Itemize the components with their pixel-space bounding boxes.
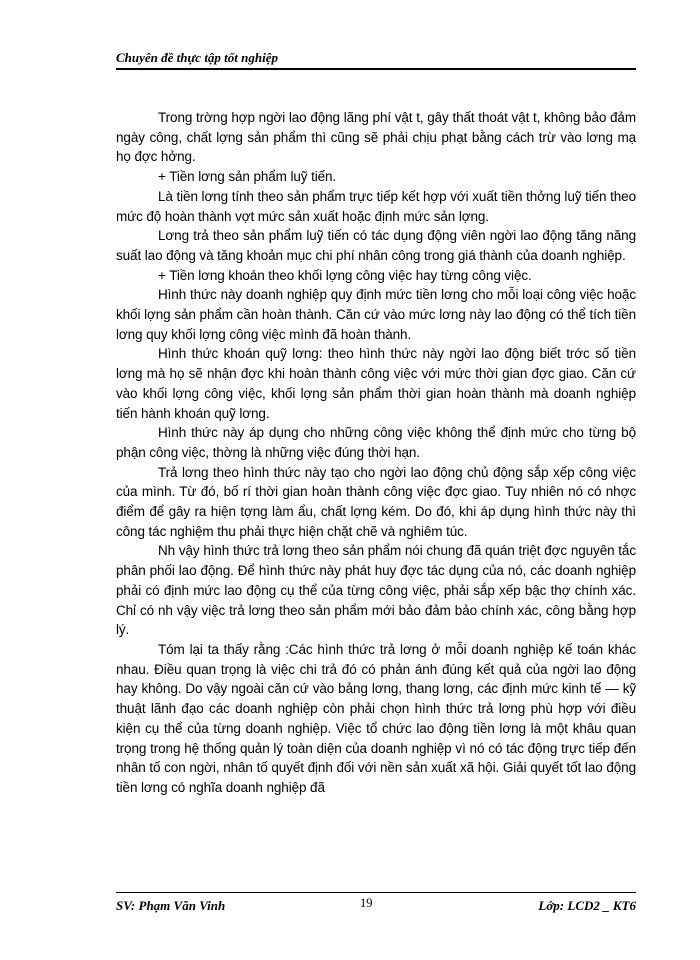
footer-divider [116,892,636,893]
paragraph: Nh vậy hình thức trả lơng theo sản phẩm nói chung đã quán triệt đợc nguyên tắc phân phối lao động. Để hình thức này phát huy đợc tác dụng của nó, các doanh nghiệp phải có định mức lao động cụ thể của từng công việc, phải sắp xếp bậc thợ chính xác. Chỉ có nh vậy việc trả lơng theo sản phẩm mới bảo đảm bảo chính xác, công bằng hợp lý. [116,543,636,638]
paragraph: + Tiền lơng sản phẩm luỹ tiến. [158,169,337,185]
footer-student-name: SV: Phạm Văn Vinh [116,898,226,913]
paragraph: + Tiền lơng khoán theo khối lợng công việc hay từng công việc. [158,267,532,283]
paragraph: Hình thức khoán quỹ lơng: theo hình thức này ngời lao động biết trớc số tiền lơng mà họ sẽ nhận đợc khi hoàn thành công việc với mức thời gian đợc giao. Căn cứ vào khối lợng công việc, khối lợng sản phẩm thời gian hoàn thành mà doanh nghiệp tiến hành khoán quỹ lơng. [116,346,636,421]
paragraph: Tóm lại ta thấy rằng :Các hình thức trả lơng ở mỗi doanh nghiệp kế toán khác nhau. Điều quan trọng là việc chi trả đó có phản ánh đúng kết quả của ngời lao động hay không. Do vậy ngoài căn cứ vào bảng lơng, thang lơng, các định mức kinh tế — kỹ thuật lãnh đạo các doanh nghiệp còn phải chọn hình thức trả lơng phù hợp với điều kiện cụ thể của từng doanh nghiệp. Việc tổ chức lao động tiền lơng là một khâu quan trọng trong hệ thống quản lý toàn diện của doanh nghiệp vì nó có tác động trực tiếp đến nhân tố con ngời, nhân tố quyết định đối với nền sản xuất xã hội. Giải quyết tốt lao động tiền lơng có nghĩa doanh nghiệp đã [116,641,636,795]
page-header-title: Chuyên đề thực tập tốt nghiệp [116,50,278,65]
paragraph: Trả lơng theo hình thức này tạo cho ngời lao động chủ động sắp xếp công việc của mình. Từ đó, bố rí thời gian hoàn thành công việc đợc giao. Tuy nhiên nó có nhợc điểm để gây ra hiện tợng làm ẩu, chất lợng kém. Do đó, khi áp dụng hình thức này thì công tác nghiệm thu phải thực hiện chặt chẽ và nghiêm túc. [116,464,636,539]
header-divider [116,68,636,70]
paragraph: Là tiền lơng tính theo sản phẩm trực tiếp kết hợp với xuất tiền thởng luỹ tiến theo mức độ hoàn thành vợt mức sản xuất hoặc định mức sản lợng. [116,188,636,224]
document-body [116,108,636,798]
page-number: 19 [360,896,373,910]
paragraph: Lơng trả theo sản phẩm luỹ tiến có tác dụng động viên ngời lao động tăng năng suất lao động và tăng khoản mục chi phí nhân công trong giá thành của doanh nghiệp. [116,228,636,263]
paragraph: Trong trờng hợp ngời lao động lãng phí vật t, gây thất thoát vật t, không bảo đảm ngày công, chất lợng sản phẩm thì cũng sẽ phải chịu phạt bằng cách trừ vào lơng mạ họ đợc hởng. [116,110,636,165]
footer-class-label: Lớp: LCD2 _ KT6 [538,898,636,913]
paragraph: Hình thức này áp dụng cho những công việc không thể định mức cho từng bộ phận công việc, thờng là những việc đúng thời hạn. [116,425,636,460]
paragraph: Hình thức này doanh nghiệp quy định mức tiền lơng cho mỗi loại công việc hoặc khối lợng sản phẩm cần hoàn thành. Căn cứ vào mức lơng này lao động có thể tích tiền lơng quy khối lợng công việc mình đã hoàn thành. [116,287,636,342]
